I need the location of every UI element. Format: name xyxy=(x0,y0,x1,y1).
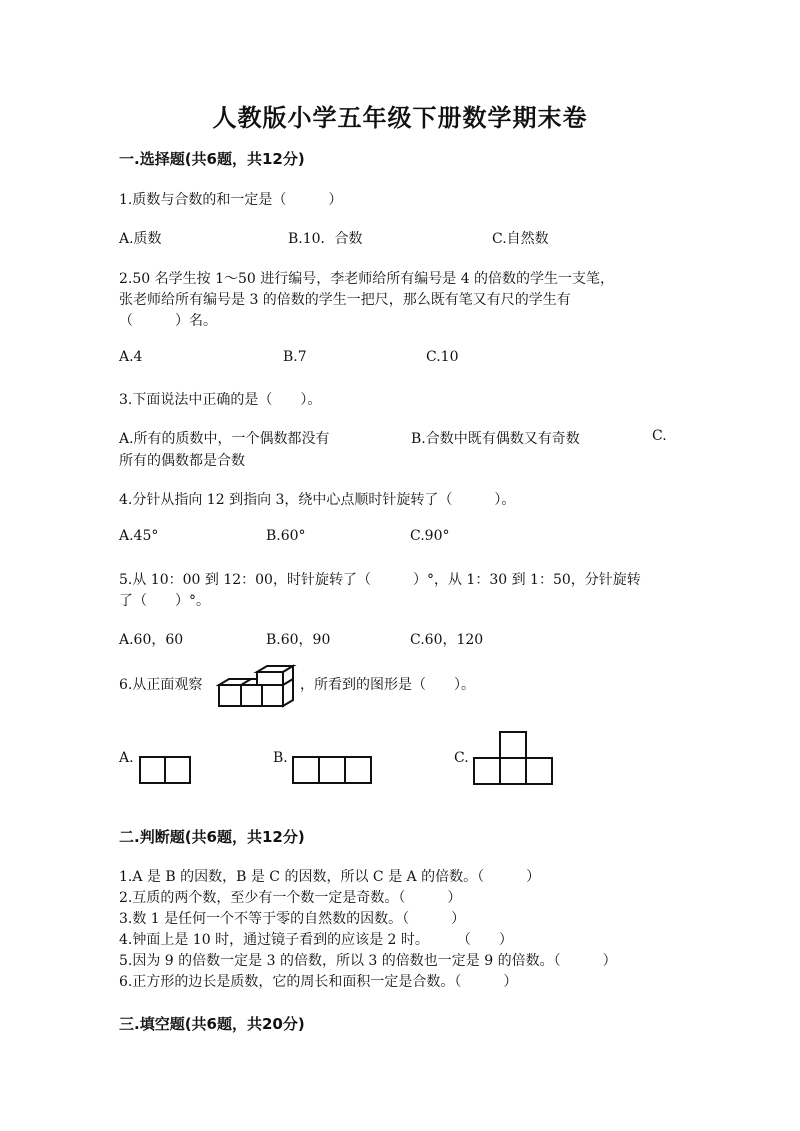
q2-option-b: B.7 xyxy=(283,349,307,365)
q5-line1: 5.从 10：00 到 12：00，时针旋转了（ ）°，从 1：30 到 1：50，分针旋转 xyxy=(119,572,641,588)
judgement-item-6: 6.正方形的边长是质数，它的周长和面积一定是合数。（ ） xyxy=(119,974,518,990)
q1-option-a: A.质数 xyxy=(119,231,162,247)
q3-option-b: B.合数中既有偶数又有奇数 xyxy=(411,431,580,447)
judgement-item-2: 2.互质的两个数，至少有一个数一定是奇数。（ ） xyxy=(119,890,462,906)
q2-line1: 2.50 名学生按 1～50 进行编号，李老师给所有编号是 4 的倍数的学生一支笔， xyxy=(119,271,615,287)
q5-option-a: A.60，60 xyxy=(119,632,184,648)
judgement-item-1: 1.A 是 B 的因数，B 是 C 的因数，所以 C 是 A 的倍数。（ ） xyxy=(119,869,541,885)
q4-option-c: C.90° xyxy=(410,528,450,544)
q5-option-b: B.60，90 xyxy=(266,632,331,648)
q2-option-c: C.10 xyxy=(426,349,459,365)
q6-option-a-label: A. xyxy=(119,750,134,766)
section-heading-fill-blank: 三.填空题(共6题，共20分) xyxy=(119,1015,305,1033)
section-heading-judgement: 二.判断题(共6题，共12分) xyxy=(119,828,305,846)
cube-stack-figure xyxy=(216,664,298,710)
page-title: 人教版小学五年级下册数学期末卷 xyxy=(212,103,588,132)
q6-option-b-figure xyxy=(291,755,373,785)
q4-option-a: A.45° xyxy=(119,528,159,544)
q5-line2: 了（ ）°。 xyxy=(119,593,210,609)
section-heading-choice: 一.选择题(共6题，共12分) xyxy=(119,150,305,168)
q6-option-c-label: C. xyxy=(454,750,469,766)
q1-option-b: B.10．合数 xyxy=(288,231,363,247)
q6-option-b-label: B. xyxy=(273,750,288,766)
q2-option-a: A.4 xyxy=(119,349,143,365)
q6-stem-pre: 6.从正面观察 xyxy=(119,677,203,693)
q3-option-a: A.所有的质数中，一个偶数都没有 xyxy=(119,431,330,447)
judgement-item-5: 5.因为 9 的倍数一定是 3 的倍数，所以 3 的倍数也一定是 9 的倍数。（ ） xyxy=(119,953,617,969)
q6-option-c-figure xyxy=(472,730,554,786)
q4-option-b: B.60° xyxy=(266,528,306,544)
q3-stem: 3.下面说法中正确的是（ ）。 xyxy=(119,392,322,408)
q4-stem: 4.分针从指向 12 到指向 3，绕中心点顺时针旋转了（ ）。 xyxy=(119,492,516,508)
q2-line2: 张老师给所有编号是 3 的倍数的学生一把尺，那么既有笔又有尺的学生有 xyxy=(119,292,571,308)
q1-option-c: C.自然数 xyxy=(492,231,549,247)
q1-stem: 1.质数与合数的和一定是（ ） xyxy=(119,192,343,208)
q6-stem-post: ，所看到的图形是（ ）。 xyxy=(300,677,475,693)
q3-option-c-text: 所有的偶数都是合数 xyxy=(119,453,245,469)
q2-line3: （ ）名。 xyxy=(119,313,217,329)
q3-option-c-label: C. xyxy=(652,428,667,444)
judgement-item-3: 3.数 1 是任何一个不等于零的自然数的因数。（ ） xyxy=(119,911,466,927)
q6-option-a-figure xyxy=(138,755,192,785)
judgement-item-4: 4.钟面上是 10 时，通过镜子看到的应该是 2 时。 （ ） xyxy=(119,932,513,948)
q5-option-c: C.60，120 xyxy=(410,632,484,648)
